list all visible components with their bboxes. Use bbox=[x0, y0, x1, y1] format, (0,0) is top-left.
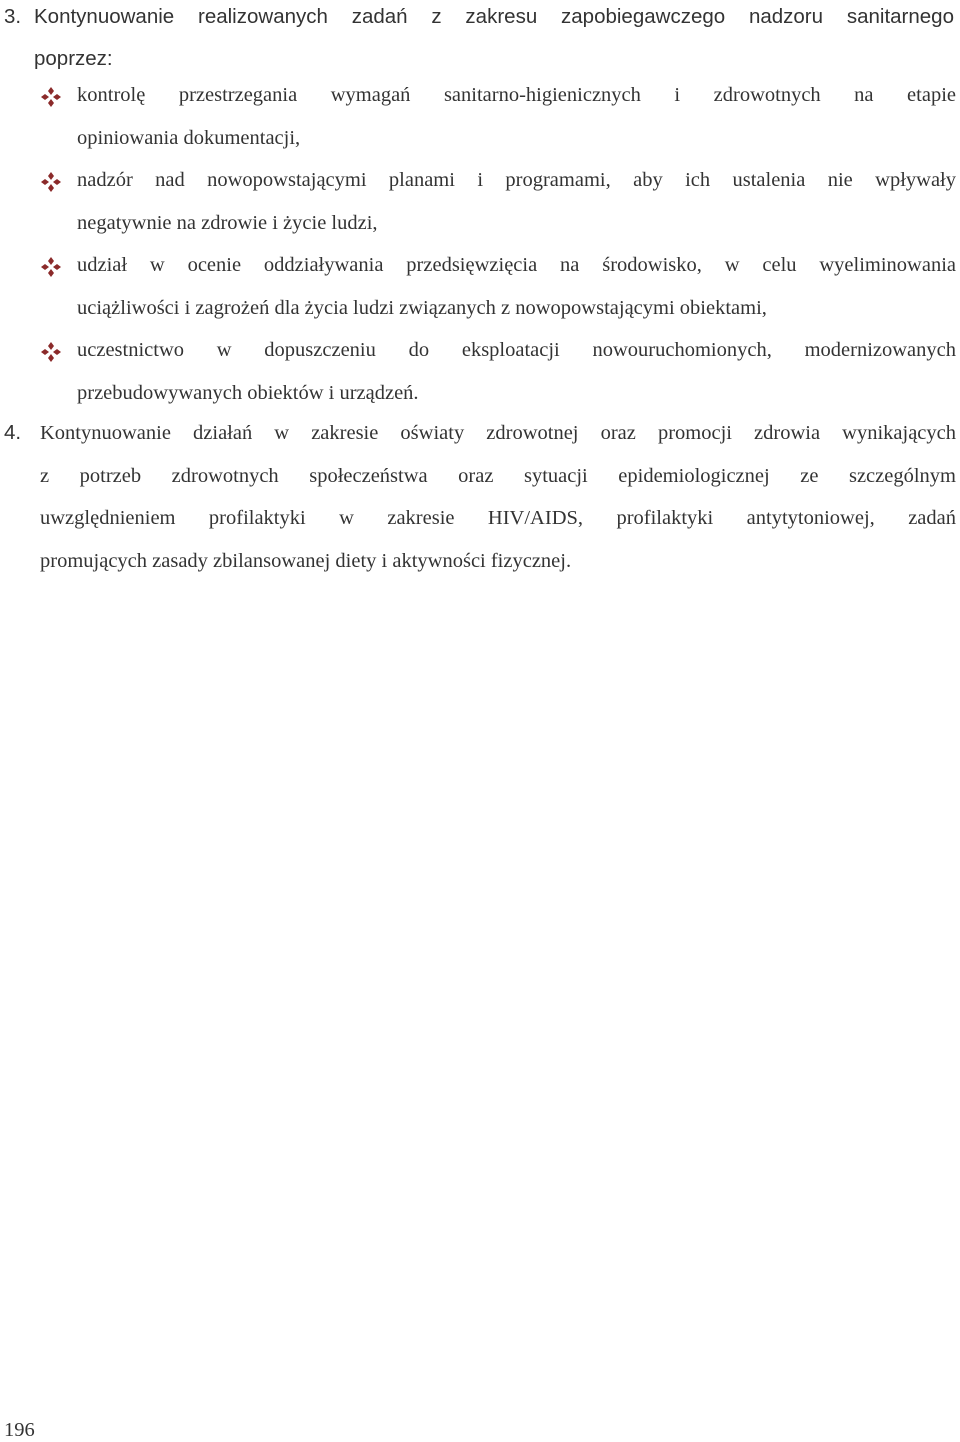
bullet-list bbox=[40, 74, 956, 414]
list-item-4-row bbox=[4, 412, 956, 582]
list-item-4-line-3: uwzględnieniem profilaktyki w zakresie HIV/AIDS, profilaktyki antytytoniowej, zadań bbox=[40, 507, 956, 529]
diamond-bullet-icon bbox=[40, 86, 62, 108]
list-item-3-number: 3. bbox=[4, 5, 22, 28]
bullet-item bbox=[40, 159, 956, 244]
diamond-bullet-icon bbox=[40, 171, 62, 193]
bullet-item bbox=[40, 329, 956, 414]
list-item-3 bbox=[4, 0, 954, 80]
list-item-3-line-2: poprzez: bbox=[34, 47, 113, 70]
page-number: 196 bbox=[4, 1419, 35, 1441]
bullet-line-2: opiniowania dokumentacji, bbox=[77, 126, 301, 149]
list-item-4-line-1: Kontynuowanie działań w zakresie oświaty zdrowotnej oraz promocji zdrowia wynikających bbox=[40, 422, 956, 444]
list-item-4-text bbox=[40, 412, 956, 582]
diamond-bullet-icon bbox=[40, 341, 62, 363]
diamond-bullet-icon bbox=[40, 256, 62, 278]
list-item-3-line-1: Kontynuowanie realizowanych zadań z zakresu zapobiegawczego nadzoru sanitarnego bbox=[34, 5, 954, 28]
list-item-3-text bbox=[34, 0, 954, 80]
bullet-line-1: uczestnictwo w dopuszczeniu do eksploatacji nowouruchomionych, modernizowanych bbox=[77, 339, 956, 361]
bullet-line-2: uciążliwości i zagrożeń dla życia ludzi związanych z nowopowstającymi obiektami, bbox=[77, 296, 767, 319]
bullet-item bbox=[40, 74, 956, 159]
list-item-4-line-4: promujących zasady zbilansowanej diety i aktywności fizycznej. bbox=[40, 549, 572, 572]
bullet-line-1: kontrolę przestrzegania wymagań sanitarno-higienicznych i zdrowotnych na etapie bbox=[77, 84, 956, 106]
list-item-4-line-2: z potrzeb zdrowotnych społeczeństwa oraz sytuacji epidemiologicznej ze szczególnym bbox=[40, 464, 956, 487]
bullet-item bbox=[40, 244, 956, 329]
list-item-4 bbox=[4, 412, 956, 582]
bullet-line-1: nadzór nad nowopowstającymi planami i programami, aby ich ustalenia nie wpływały bbox=[77, 169, 956, 191]
bullet-line-2: negatywnie na zdrowie i życie ludzi, bbox=[77, 211, 378, 234]
list-item-3-head bbox=[4, 0, 954, 80]
bullet-line-2: przebudowywanych obiektów i urządzeń. bbox=[77, 381, 419, 404]
bullet-line-1: udział w ocenie oddziaływania przedsięwzięcia na środowisko, w celu wyeliminowania bbox=[77, 254, 956, 276]
list-item-4-number: 4. bbox=[4, 421, 22, 444]
